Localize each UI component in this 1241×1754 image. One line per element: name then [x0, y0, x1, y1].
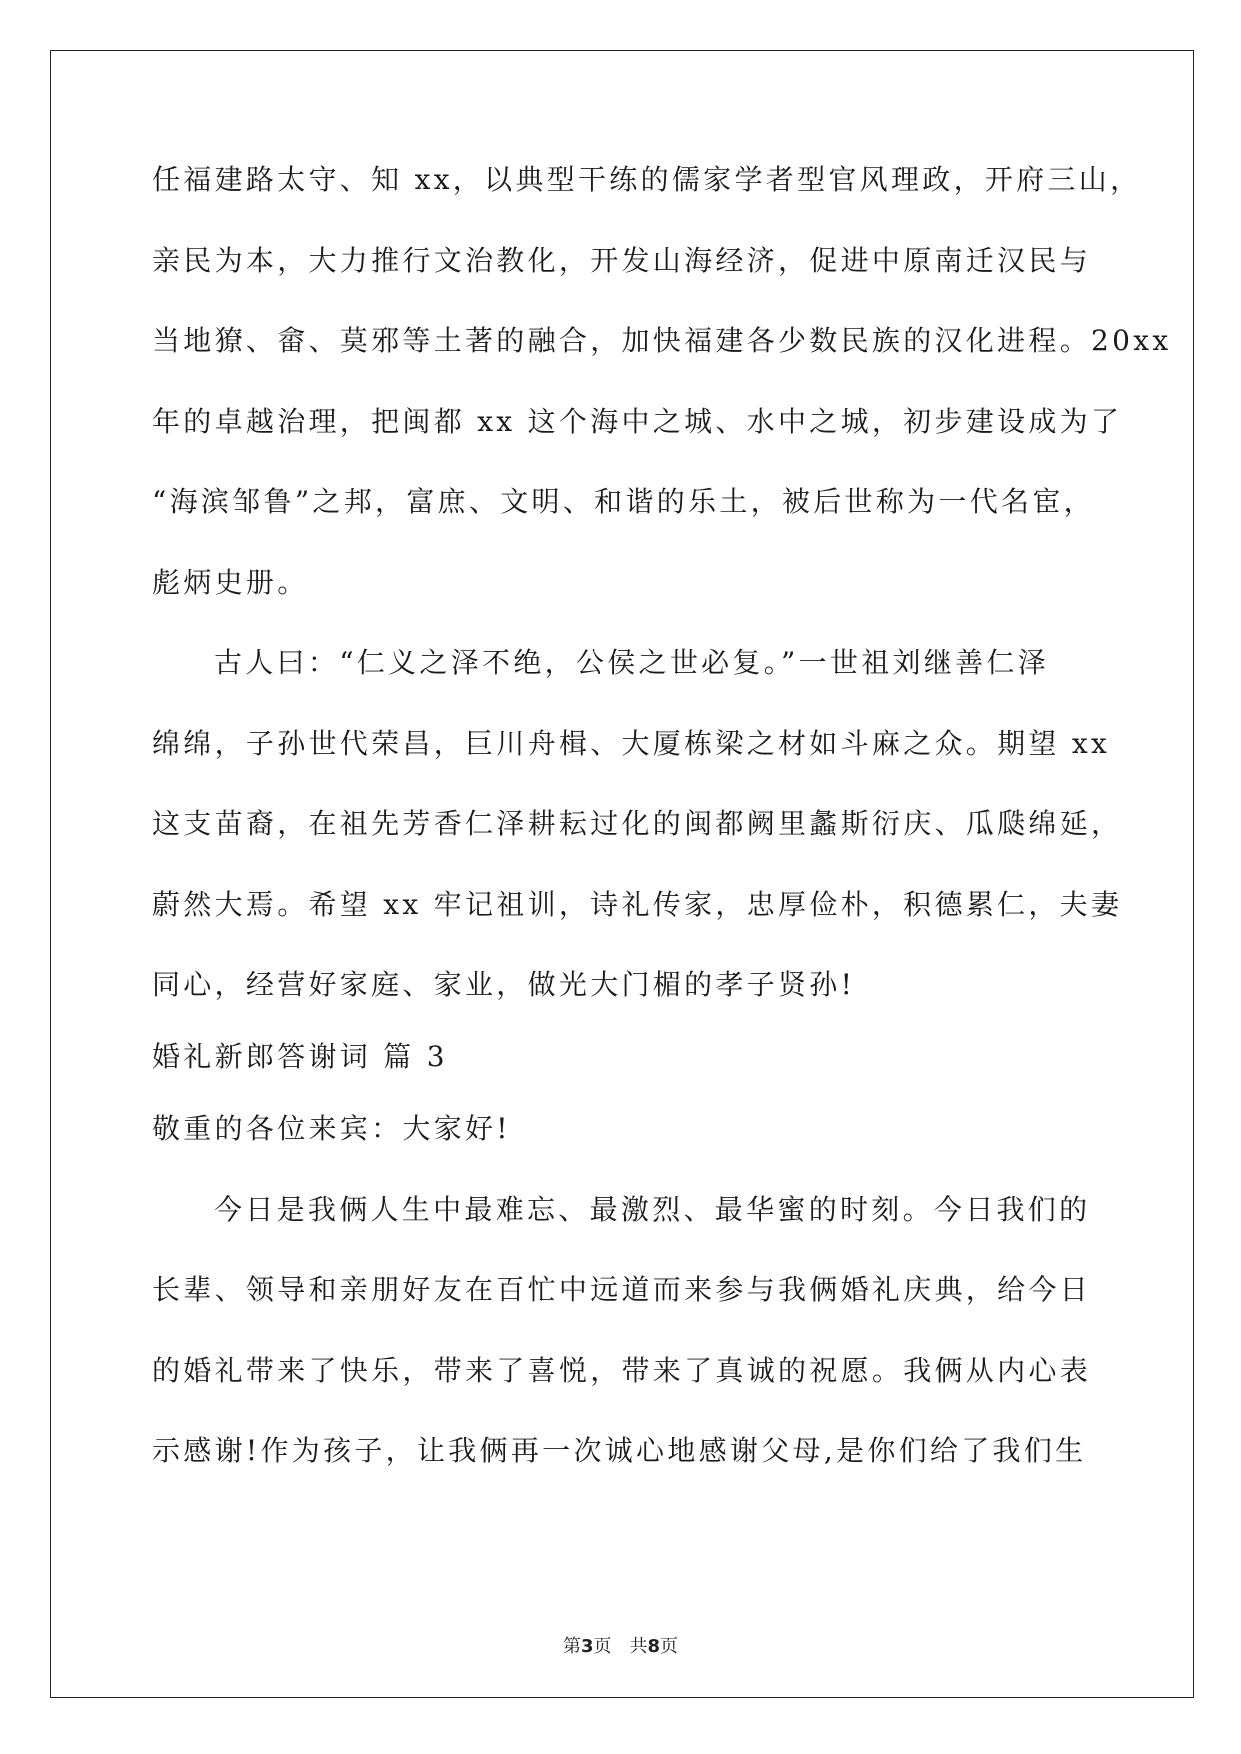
text-line: 的婚礼带来了快乐，带来了喜悦，带来了真诚的祝愿。我俩从内心表: [152, 1353, 1092, 1387]
current-page-number: 3: [580, 1636, 594, 1657]
text-line: 蔚然大焉。希望 xx 牢记祖训，诗礼传家，忠厚俭朴，积德累仁，夫妻: [152, 887, 1123, 921]
text-line: 年的卓越治理，把闽都 xx 这个海中之城、水中之城，初步建设成为了: [152, 404, 1123, 438]
text-line: 这支苗裔，在祖先芳香仁泽耕耘过化的闽都阙里蠡斯衍庆、瓜瓞绵延，: [152, 807, 1123, 840]
page-footer: [0, 1632, 1241, 1658]
footer-prefix: 第: [562, 1636, 581, 1657]
text-line: 同心，经营好家庭、家业，做光大门楣的孝子贤孙!: [152, 968, 856, 1001]
text-line: 亲民为本，大力推行文治教化，开发山海经济，促进中原南迁汉民与: [152, 243, 1092, 277]
text-line: 任福建路太守、知 xx，以典型干练的儒家学者型官风理政，开府三山，: [152, 163, 1142, 196]
greeting-line: 敬重的各位来宾：大家好!: [152, 1112, 511, 1145]
text-line: 古人曰：“仁义之泽不绝，公侯之世必复。”一世祖刘继善仁泽: [214, 646, 1050, 679]
text-line: 今日是我俩人生中最难忘、最激烈、最华蜜的时刻。今日我们的: [214, 1192, 1091, 1226]
text-line: 当地獠、畲、莫邪等土著的融合，加快福建各少数民族的汉化进程。20xx: [152, 324, 1172, 357]
total-page-count: 8: [647, 1636, 661, 1657]
text-line: 绵绵，子孙世代荣昌，巨川舟楫、大厦栋梁之材如斗麻之众。期望 xx: [152, 726, 1111, 760]
footer-middle: 页 共: [593, 1636, 648, 1657]
text-line: “海滨邹鲁”之邦，富庶、文明、和谐的乐土，被后世称为一代名宦，: [152, 485, 1095, 518]
text-line: 长辈、领导和亲朋好友在百忙中远道而来参与我俩婚礼庆典，给今日: [152, 1273, 1092, 1306]
section-heading: 婚礼新郎答谢词 篇 3: [152, 1040, 448, 1073]
footer-suffix: 页: [660, 1636, 679, 1657]
text-line: 彪炳史册。: [152, 565, 309, 599]
text-line: 示感谢!作为孩子，让我俩再一次诚心地感谢父母,是你们给了我们生: [152, 1434, 1087, 1467]
document-body: [152, 163, 1172, 1518]
